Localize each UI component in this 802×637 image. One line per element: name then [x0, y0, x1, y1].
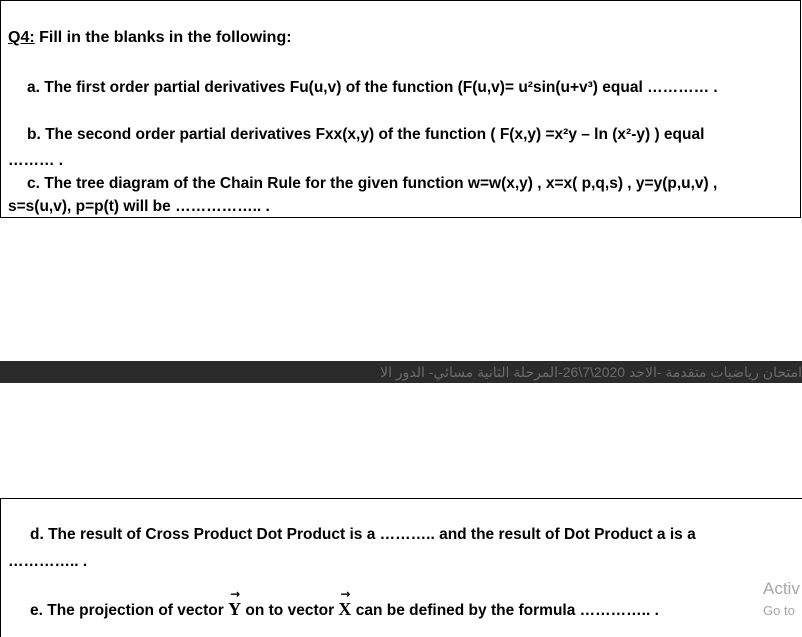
vector-x-symbol: → X	[338, 599, 351, 620]
question-title	[8, 29, 292, 47]
item-e-prefix: e. The projection of vector	[30, 602, 229, 619]
item-e-mid: on to vector	[241, 602, 339, 619]
activation-watermark-line1: Activ	[763, 579, 800, 598]
item-a: a. The first order partial derivatives Fu(u,v) of the function (F(u,v)= u²sin(u+v³) equal ………… .	[27, 79, 718, 96]
item-e-suffix: can be defined by the formula ………….. .	[351, 602, 659, 619]
item-d-line2: ………….. .	[8, 553, 88, 570]
question-number: Q4:	[8, 29, 35, 46]
item-b-line1: b. The second order partial derivatives Fxx(x,y) of the function ( F(x,y) =x²y – ln (x²-y) ) equal	[27, 126, 705, 143]
item-c-line1: c. The tree diagram of the Chain Rule for the given function w=w(x,y) , x=x( p,q,s) , y=y(p,u,v) ,	[27, 175, 718, 192]
exam-banner	[0, 361, 802, 383]
item-b-line2: ……… .	[8, 152, 64, 169]
activation-watermark-line2: Go to	[763, 603, 795, 618]
item-d-line1: d. The result of Cross Product Dot Product is a ……….. and the result of Dot Product a is a	[30, 526, 696, 543]
vector-y-symbol: → Y	[228, 599, 241, 620]
exam-banner-text: امتحان رياضيات متقدمة -الاحد 2020\7\26-المرحلة الثانية مسائي- الدور الا	[380, 364, 802, 380]
item-c-line2: s=s(u,v), p=p(t) will be …………….. .	[8, 198, 270, 215]
item-e	[30, 599, 659, 620]
question-heading: Fill in the blanks in the following:	[34, 29, 292, 46]
